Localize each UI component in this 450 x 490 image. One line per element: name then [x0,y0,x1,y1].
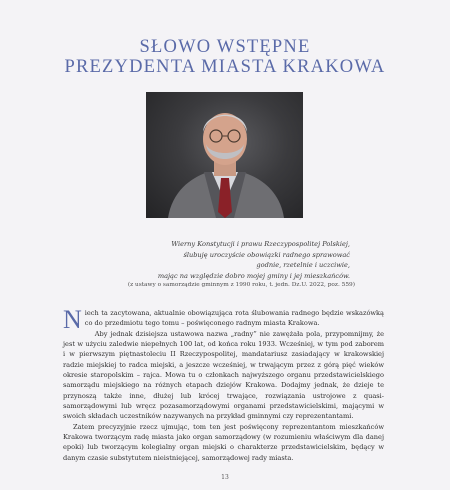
paragraph-2: Aby jednak dzisiejsza ustawowa nazwa „radny” nie zawężała pola, przypomnijmy, że jest w użyciu zaledwie niepełnych 100 lat, od końca roku 1933. Wcześniej, w tym pod zaborem i w pierwszym piętnastoleciu II Rzeczypospolitej, mandatariusz zasiadający w krakowskiej radzie miejskiej to radca miejski, a jeszcze wcześniej, w trwającym przez z górą pięć wieków okresie staropolskim – rajca. Mowa tu o członkach najwyższego organu przedstawicielskiego samorządu miejskiego na różnych etapach dziejów Krakowa. Dodajmy jednak, że dzieje te przynoszą także inne, dłużej lub krócej trwające, rozwiązania ustrojowe z quasi-samorządowymi lub wręcz pozasamorządowymi organami przedstawicielskimi, mającymi w swoich składach uczestników nazywanych na przykład gminnymi czy reprezentantami. [63,329,384,421]
oath-line: Wierny Konstytucji i prawu Rzeczypospolitej Polskiej, [171,240,350,248]
oath-source: (z ustawy o samorządzie gminnym z 1990 roku, t. jedn. Dz.U. 2022, poz. 559) [127,282,355,288]
paragraph-3: Zatem precyzyjnie rzecz ujmując, tom ten jest poświęcony reprezentantom mieszkańców Krakowa tworzącym radę miasta jako organ samorządowy (w rozumieniu właściwym dla danej epoki) lub tworzącym kolegialny organ miejski o charakterze przedstawicielskim, będący w danym czasie substytutem nieistniejącej, samorządowej rady miasta. [63,422,384,462]
page-title-line-2: PREZYDENTA MIASTA KRAKOWA [64,57,386,77]
drop-cap: N [63,305,82,334]
paragraph-1 [63,305,384,334]
page-number: 13 [221,474,229,481]
body-text [63,305,384,463]
page-title-line-1: SŁOWO WSTĘPNE [139,37,311,57]
oath-line: mając na względzie dobro mojej gminy i jej mieszkańców. [157,271,350,280]
oath-quote [158,239,350,281]
oath-line: godnie, rzetelnie i uczciwie, [256,261,350,269]
oath-line: ślubuję uroczyście obowiązki radnego sprawować [183,250,350,259]
portrait-illustration-icon [146,92,303,218]
paragraph-1-text: iech ta zacytowana, aktualnie obowiązująca rota ślubowania radnego będzie wskazówką co do przedmiotu tego tomu – poświęconego radnym miasta Krakowa. [84,309,384,328]
portrait-photo [146,92,303,218]
